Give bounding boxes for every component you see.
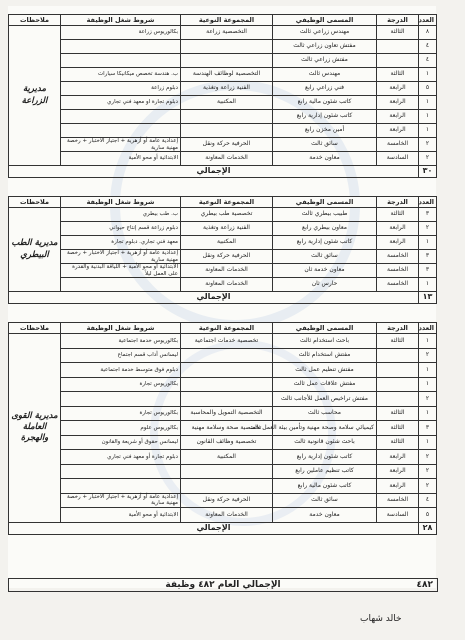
row-title: سائق ثالث — [273, 138, 377, 152]
row-group: التخصصية زراعة — [181, 26, 273, 40]
row-group: الخدمات المعاونة — [181, 152, 273, 166]
header-grade: الدرجة — [377, 197, 419, 208]
table-row — [9, 236, 437, 250]
table-row — [9, 278, 437, 292]
table-row — [9, 464, 437, 479]
table-row — [9, 450, 437, 465]
grand-total-label: الإجمالي العام ٤٨٢ وظيفة — [165, 580, 281, 590]
row-group — [181, 464, 273, 479]
row-conditions: الابتدائية أو محو الأمية — [61, 152, 181, 166]
row-count: ١ — [419, 236, 437, 250]
row-conditions: ب. هندسة تخصص ميكانيكا سيارات — [61, 68, 181, 82]
row-title: معاون خدمة — [273, 152, 377, 166]
row-conditions — [61, 479, 181, 494]
table-row — [9, 334, 437, 349]
row-count: ٥ — [419, 508, 437, 523]
row-group: الخدمات المعاونة — [181, 508, 273, 523]
total-row — [9, 292, 437, 304]
row-group: المكتبية — [181, 96, 273, 110]
row-count: ٢ — [419, 450, 437, 465]
row-count: ٣ — [419, 250, 437, 264]
signature-text: خالد شهاب — [360, 614, 402, 624]
directorate-name: مديرية الزراعة — [9, 26, 61, 166]
row-group — [181, 392, 273, 407]
row-conditions — [61, 54, 181, 68]
table-row — [9, 479, 437, 494]
row-title: حارس ثان — [273, 278, 377, 292]
row-grade: الثالثة — [377, 421, 419, 436]
row-conditions — [61, 40, 181, 54]
row-grade: الرابعة — [377, 464, 419, 479]
row-group: التخصصية التمويل والمحاسبة — [181, 406, 273, 421]
row-conditions: دبلوم تجارة أو معهد فني تجاري — [61, 450, 181, 465]
row-conditions — [61, 278, 181, 292]
row-title: طبيب بيطري ثالث — [273, 208, 377, 222]
row-count: ٤ — [419, 40, 437, 54]
row-title: كاتب شئون إدارية رابع — [273, 110, 377, 124]
row-conditions: دبلوم زراعة قسم إنتاج حيواني — [61, 222, 181, 236]
row-title: مفتش تراخيص العمل للأجانب ثالث — [273, 392, 377, 407]
table-row — [9, 124, 437, 138]
row-conditions: ليسانس آداب قسم اجتماع — [61, 348, 181, 363]
row-grade: الخامسة — [377, 264, 419, 278]
table-row — [9, 493, 437, 508]
table-row — [9, 138, 437, 152]
row-title: فني زراعي رابع — [273, 82, 377, 96]
row-group: المكتبية — [181, 236, 273, 250]
table-row — [9, 250, 437, 264]
row-conditions: بكالوريوس خدمة اجتماعية — [61, 334, 181, 349]
row-count: ٣ — [419, 421, 437, 436]
row-grade — [377, 392, 419, 407]
header-conditions: شروط شغل الوظيفة — [61, 323, 181, 334]
row-count: ٣ — [419, 208, 437, 222]
row-group: تخصصية صحة وسلامة مهنية — [181, 421, 273, 436]
header-grade: الدرجة — [377, 15, 419, 26]
row-group: الخدمات المعاونة — [181, 264, 273, 278]
row-grade: السادسة — [377, 152, 419, 166]
row-count: ١ — [419, 406, 437, 421]
row-count: ٨ — [419, 26, 437, 40]
directorate-table-manpower — [8, 322, 437, 535]
row-conditions: بكالوريوس زراعة — [61, 26, 181, 40]
row-grade: الرابعة — [377, 82, 419, 96]
header-count: العدد — [419, 15, 437, 26]
row-grade: الثالثة — [377, 68, 419, 82]
row-title: مفتش استخدام ثالث — [273, 348, 377, 363]
header-conditions: شروط شغل الوظيفة — [61, 15, 181, 26]
table-row — [9, 348, 437, 363]
row-group: تخصصية خدمات اجتماعية — [181, 334, 273, 349]
row-title: باحث شئون قانونية ثالث — [273, 435, 377, 450]
row-title: كاتب شئون مالية رابع — [273, 479, 377, 494]
total-count: ١٣ — [419, 292, 437, 304]
row-conditions: إعدادية عامة أو أزهرية + اجتياز الاختبار + رخصة مهنية سارية — [61, 493, 181, 508]
table-row — [9, 222, 437, 236]
row-group: الخدمات المعاونة — [181, 278, 273, 292]
row-group: الفنية زراعة وتغذية — [181, 222, 273, 236]
row-title: مهندس ثالث — [273, 68, 377, 82]
total-label: الإجمالي — [9, 292, 419, 304]
row-conditions: معهد فني تجاري. دبلوم تجارة — [61, 236, 181, 250]
row-title: محاسب ثالث — [273, 406, 377, 421]
header-count: العدد — [419, 323, 437, 334]
row-count: ٤ — [419, 493, 437, 508]
row-count: ٢ — [419, 222, 437, 236]
header-notes: ملاحظات — [9, 15, 61, 26]
header-title: المسمى الوظيفي — [273, 15, 377, 26]
table-row — [9, 435, 437, 450]
row-conditions — [61, 110, 181, 124]
row-grade: الرابعة — [377, 96, 419, 110]
table-row — [9, 26, 437, 40]
row-count: ١ — [419, 68, 437, 82]
row-grade — [377, 54, 419, 68]
row-conditions: دبلوم زراعة — [61, 82, 181, 96]
table-row — [9, 264, 437, 278]
directorate-table-agriculture — [8, 14, 437, 178]
row-grade: الثالثة — [377, 208, 419, 222]
table-row — [9, 392, 437, 407]
total-label: الإجمالي — [9, 166, 419, 178]
row-group: تخصصية طب بيطري — [181, 208, 273, 222]
row-count: ١ — [419, 363, 437, 378]
row-group — [181, 377, 273, 392]
header-group: المجموعة النوعية — [181, 323, 273, 334]
row-count: ٢ — [419, 348, 437, 363]
row-count: ٣ — [419, 264, 437, 278]
row-title: سائق ثالث — [273, 250, 377, 264]
row-title: مهندس زراعي ثالث — [273, 26, 377, 40]
header-notes: ملاحظات — [9, 197, 61, 208]
row-grade — [377, 377, 419, 392]
row-title: كاتب شئون مالية رابع — [273, 96, 377, 110]
table-header-row — [9, 323, 437, 334]
table-row — [9, 40, 437, 54]
row-grade: الرابعة — [377, 222, 419, 236]
header-notes: ملاحظات — [9, 323, 61, 334]
row-title: معاون خدمة ثان — [273, 264, 377, 278]
grand-total-row — [8, 578, 438, 592]
row-group: الفنية زراعة وتغذية — [181, 82, 273, 96]
total-count: ٣٠ — [419, 166, 437, 178]
row-count: ٢ — [419, 138, 437, 152]
row-count: ١ — [419, 278, 437, 292]
header-group: المجموعة النوعية — [181, 197, 273, 208]
row-grade: الثالثة — [377, 334, 419, 349]
table-row — [9, 208, 437, 222]
row-title: مفتش تنظيم عمل ثالث — [273, 363, 377, 378]
table-row — [9, 68, 437, 82]
row-group: التخصصية لوظائف الهندسة — [181, 68, 273, 82]
total-label: الإجمالي — [9, 522, 419, 534]
row-grade: الخامسة — [377, 278, 419, 292]
row-count: ١ — [419, 377, 437, 392]
row-conditions: الابتدائية أو محو الأمية + اللياقة البدنية والقدرة على العمل ليلاً — [61, 264, 181, 278]
row-count: ٢ — [419, 479, 437, 494]
row-group — [181, 479, 273, 494]
row-group — [181, 124, 273, 138]
grand-total-value: ٤٨٢ — [416, 580, 433, 590]
header-title: المسمى الوظيفي — [273, 323, 377, 334]
row-count: ١ — [419, 435, 437, 450]
row-group — [181, 54, 273, 68]
header-count: العدد — [419, 197, 437, 208]
row-count: ١ — [419, 334, 437, 349]
row-conditions: الابتدائية أو محو الأمية — [61, 508, 181, 523]
row-conditions: بكالوريوس تجارة — [61, 406, 181, 421]
row-count: ٢ — [419, 152, 437, 166]
row-grade: الخامسة — [377, 493, 419, 508]
row-grade: الرابعة — [377, 479, 419, 494]
total-count: ٢٨ — [419, 522, 437, 534]
row-group — [181, 348, 273, 363]
row-grade: الرابعة — [377, 450, 419, 465]
row-count: ٢ — [419, 392, 437, 407]
row-title: أمين مخزن رابع — [273, 124, 377, 138]
table-row — [9, 152, 437, 166]
row-group: الحرفية حركة ونقل — [181, 138, 273, 152]
row-title: باحث استخدام ثالث — [273, 334, 377, 349]
row-title: كاتب شئون إدارية رابع — [273, 236, 377, 250]
row-grade — [377, 348, 419, 363]
row-conditions: إعدادية عامة أو أزهرية + اجتياز الاختبار + رخصة مهنية سارية — [61, 250, 181, 264]
row-grade: الرابعة — [377, 110, 419, 124]
header-title: المسمى الوظيفي — [273, 197, 377, 208]
table-row — [9, 110, 437, 124]
row-title: كاتب شئون إدارية رابع — [273, 450, 377, 465]
row-conditions: دبلوم فوق متوسط خدمة اجتماعية — [61, 363, 181, 378]
header-group: المجموعة النوعية — [181, 15, 273, 26]
row-grade: السادسة — [377, 508, 419, 523]
total-row — [9, 522, 437, 534]
row-grade: الثالثة — [377, 406, 419, 421]
row-conditions: دبلوم تجارة او معهد فني تجاري — [61, 96, 181, 110]
table-row — [9, 406, 437, 421]
table-row — [9, 508, 437, 523]
table-header-row — [9, 15, 437, 26]
table-row — [9, 96, 437, 110]
row-conditions — [61, 124, 181, 138]
table-header-row — [9, 197, 437, 208]
row-conditions: بكالوريوس تجارة — [61, 377, 181, 392]
row-title: كاتب تنظيم عاملين رابع — [273, 464, 377, 479]
row-title: معاون بيطري رابع — [273, 222, 377, 236]
row-conditions — [61, 392, 181, 407]
directorate-name: مديرية القوى العاملة والهجرة — [9, 334, 61, 523]
header-conditions: شروط شغل الوظيفة — [61, 197, 181, 208]
table-row — [9, 82, 437, 96]
row-title: مفتش تعاون زراعي ثالث — [273, 40, 377, 54]
row-grade: الخامسة — [377, 250, 419, 264]
row-grade: الثالثة — [377, 435, 419, 450]
row-grade: الرابعة — [377, 236, 419, 250]
row-title: معاون خدمة — [273, 508, 377, 523]
row-group: المكتبية — [181, 450, 273, 465]
header-grade: الدرجة — [377, 323, 419, 334]
row-grade: الخامسة — [377, 138, 419, 152]
directorate-table-veterinary — [8, 196, 437, 304]
row-count: ١ — [419, 124, 437, 138]
row-grade — [377, 363, 419, 378]
row-conditions: ب. طب بيطري — [61, 208, 181, 222]
row-group — [181, 363, 273, 378]
row-conditions: بكالوريوس علوم — [61, 421, 181, 436]
table-row — [9, 421, 437, 436]
row-group: تخصصية وظائف القانون — [181, 435, 273, 450]
row-count: ١ — [419, 110, 437, 124]
row-conditions — [61, 464, 181, 479]
table-row — [9, 377, 437, 392]
row-title: مفتش زراعي ثالث — [273, 54, 377, 68]
table-row — [9, 54, 437, 68]
row-title: كيميائي سلامة وصحة مهنية وتأمين بيئة العمل ثالث — [273, 421, 377, 436]
row-conditions: إعدادية عامة أو أزهرية + اجتياز الاختبار + رخصة مهنية سارية — [61, 138, 181, 152]
row-count: ١ — [419, 96, 437, 110]
row-title: سائق ثالث — [273, 493, 377, 508]
row-count: ٤ — [419, 54, 437, 68]
row-group: الحرفية حركة ونقل — [181, 493, 273, 508]
row-grade: الرابعة — [377, 124, 419, 138]
row-title: مفتش علاقات عمل ثالث — [273, 377, 377, 392]
row-group — [181, 40, 273, 54]
row-group: الحرفية حركة ونقل — [181, 250, 273, 264]
row-count: ٥ — [419, 82, 437, 96]
row-grade: الثالثة — [377, 26, 419, 40]
table-row — [9, 363, 437, 378]
row-grade — [377, 40, 419, 54]
total-row — [9, 166, 437, 178]
row-group — [181, 110, 273, 124]
row-count: ٢ — [419, 464, 437, 479]
row-conditions: ليسانس حقوق أو شريعة والقانون — [61, 435, 181, 450]
directorate-name: مديرية الطب البيطري — [9, 208, 61, 292]
